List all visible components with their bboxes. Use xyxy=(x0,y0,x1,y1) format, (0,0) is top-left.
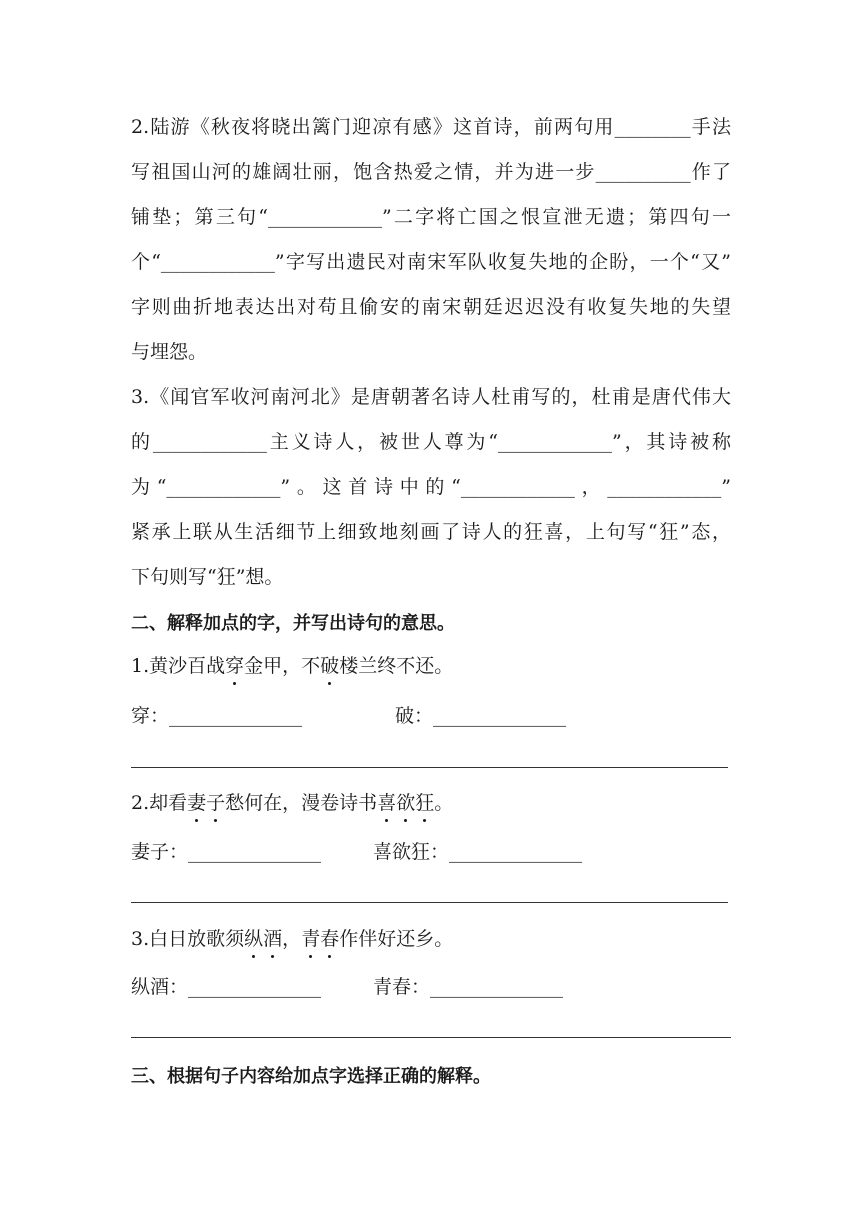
q3-line-4: 紧承上联从生活细节上细致地刻画了诗人的狂喜，上句写“狂”态， xyxy=(131,521,731,543)
answer-field-po[interactable]: 破：______________ xyxy=(395,705,567,727)
q2-line-4: 个“____________”字写出遗民对南宋军队收复失地的企盼，一个“又” xyxy=(131,251,731,273)
poem-line-3 xyxy=(131,926,731,952)
q2-line-5: 字则曲折地表达出对苟且偷安的南宋朝廷迟迟没有收复失地的失望 xyxy=(131,296,731,318)
answer-line-3[interactable] xyxy=(131,1037,731,1038)
dotted-char: 妻 xyxy=(187,792,207,814)
dotted-char: 酒 xyxy=(263,928,283,950)
dotted-char: 喜 xyxy=(377,792,397,814)
answer-line-2[interactable] xyxy=(131,902,728,903)
q3-line-2: 的____________主义诗人，被世人尊为“____________”，其诗被称 xyxy=(131,431,731,453)
answer-field-qizi[interactable]: 妻子：______________ xyxy=(131,841,322,863)
answer-field-chuan[interactable]: 穿：______________ xyxy=(131,705,303,727)
q2-line-3: 铺垫；第三句“____________”二字将亡国之恨宣泄无遗；第四句一 xyxy=(131,206,731,228)
dotted-char: 春 xyxy=(320,928,340,950)
poem-text: 金甲，不 xyxy=(244,655,321,677)
q3-line-1: 3.《闻官军收河南河北》是唐朝著名诗人杜甫写的，杜甫是唐代伟大 xyxy=(131,386,731,408)
dotted-char: 纵 xyxy=(244,928,264,950)
poem-text: 1.黄沙百战 xyxy=(131,655,226,677)
poem-text: 愁何在，漫卷诗书 xyxy=(225,792,378,814)
dotted-char: 穿 xyxy=(225,655,245,677)
q3-line-3: 为“____________”。这首诗中的“____________，____________” xyxy=(131,476,731,498)
dotted-char: 青 xyxy=(301,928,321,950)
dotted-char: 欲 xyxy=(396,792,416,814)
dotted-char: 狂 xyxy=(415,792,435,814)
poem-text: 3.白日放歌须 xyxy=(131,928,245,950)
poem-text: 楼兰终不还。 xyxy=(339,655,454,677)
section-2-heading: 二、解释加点的字，并写出诗句的意思。 xyxy=(131,613,455,634)
dotted-char: 破 xyxy=(320,655,340,677)
poem-text: 作伴好还乡。 xyxy=(339,928,454,950)
answer-field-zongjiu[interactable]: 纵酒：______________ xyxy=(131,976,322,998)
q2-line-2: 写祖国山河的雄阔壮丽，饱含热爱之情，并为进一步__________作了 xyxy=(131,161,731,183)
poem-line-1 xyxy=(131,653,731,679)
q2-line-1: 2.陆游《秋夜将晓出篱门迎凉有感》这首诗，前两句用________手法 xyxy=(131,116,731,138)
section-3-heading: 三、根据句子内容给加点字选择正确的解释。 xyxy=(131,1066,491,1087)
answer-field-qingchun[interactable]: 青春：______________ xyxy=(373,976,564,998)
poem-text: 。 xyxy=(434,792,454,814)
poem-text: ， xyxy=(282,928,302,950)
answer-line-1[interactable] xyxy=(131,767,728,768)
q2-line-6: 与埋怨。 xyxy=(131,341,208,363)
poem-line-2 xyxy=(131,790,731,816)
q3-line-5: 下句则写“狂”想。 xyxy=(131,566,284,588)
dotted-char: 子 xyxy=(206,792,226,814)
poem-text: 2.却看 xyxy=(131,792,188,814)
answer-field-xiyukuang[interactable]: 喜欲狂：______________ xyxy=(373,841,583,863)
